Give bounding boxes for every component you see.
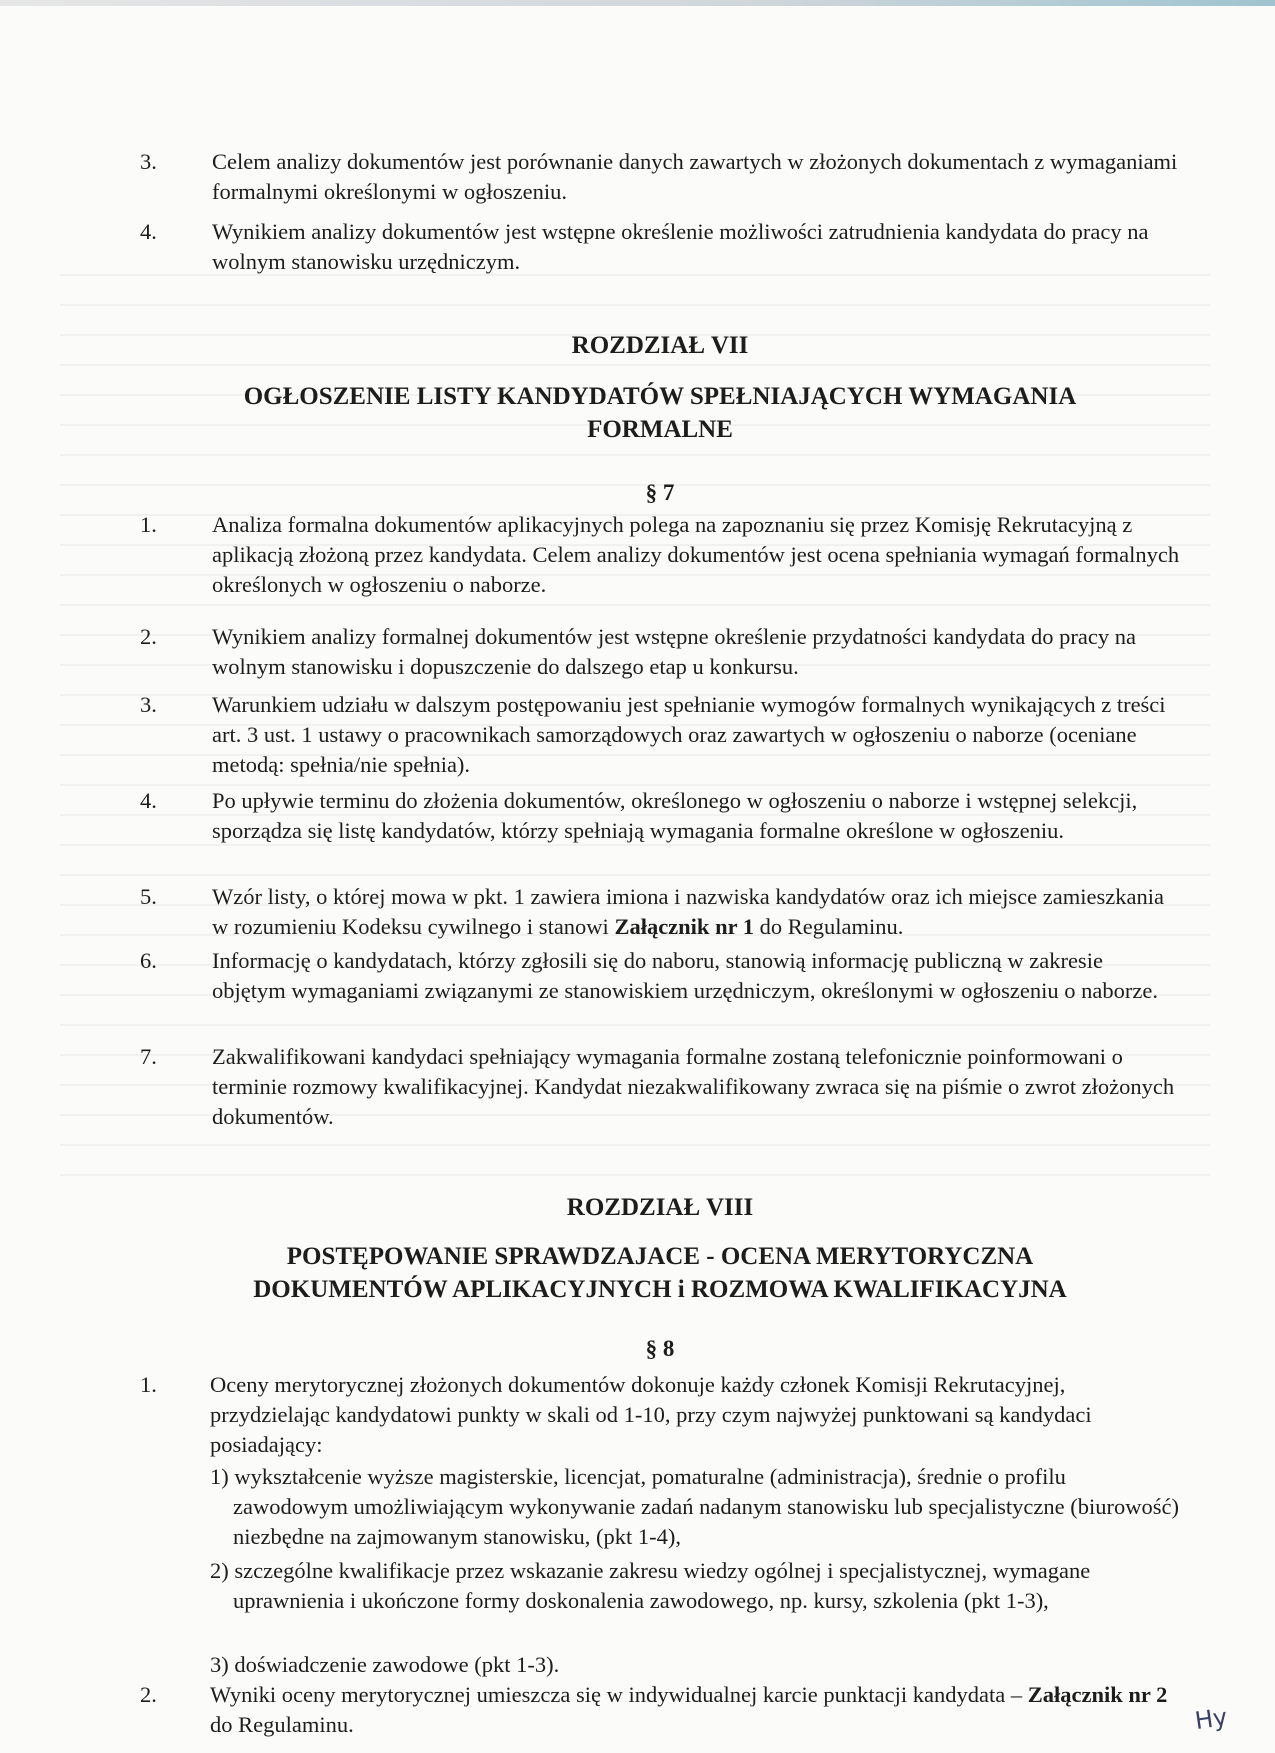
item-number: 6. <box>140 948 157 973</box>
list-item <box>140 147 1180 207</box>
item-number: 5. <box>140 884 157 909</box>
item-number: 1. <box>140 512 157 537</box>
sub-item: 2) szczególne kwalifikacje przez wskazanie zakresu wiedzy ogólnej i specjalistycznej, wymagane uprawnienia i ukończone formy doskonalenia zawodowego, np. kursy, szkolenia (pkt 1-3), <box>210 1558 1091 1613</box>
item-number: 3. <box>140 149 157 174</box>
item-text: Po upływie terminu do złożenia dokumentów, określonego w ogłoszeniu o naborze i wstępnej selekcji, sporządza się listę kandydatów, którzy spełniają wymagania formalne określone w ogłoszeniu. <box>212 788 1138 843</box>
list-item <box>140 1680 1180 1740</box>
list-item <box>140 786 1180 846</box>
scan-edge <box>0 0 1275 6</box>
list-item <box>140 690 1180 780</box>
item-text: Wzór listy, o której mowa w pkt. 1 zawiera imiona i nazwiska kandydatów oraz ich miejsce zamieszkania w rozumieniu Kodeksu cywilnego i stanowi Załącznik nr 1 do Regulaminu. <box>212 884 1164 939</box>
item-number: 3. <box>140 692 157 717</box>
item-number: 1. <box>140 1372 157 1397</box>
item-text: Warunkiem udziału w dalszym postępowaniu jest spełnianie wymogów formalnych wynikających z treści art. 3 ust. 1 ustawy o pracownikach samorządowych oraz zawartych w ogłoszeniu o naborze (oceniane metodą: spełnia/nie spełnia). <box>212 692 1166 777</box>
list-item <box>140 622 1180 682</box>
sub-item: 3) doświadczenie zawodowe (pkt 1-3). <box>210 1652 560 1677</box>
item-text: Celem analizy dokumentów jest porównanie danych zawartych w złożonych dokumentach z wymaganiami formalnymi określonymi w ogłoszeniu. <box>212 149 1178 204</box>
attachment-ref: Załącznik nr 2 <box>1027 1682 1168 1707</box>
list-item <box>140 1042 1180 1132</box>
handwritten-initials: Hy <box>1193 1702 1230 1736</box>
item-number: 7. <box>140 1044 157 1069</box>
item-text: Analiza formalna dokumentów aplikacyjnych polega na zapoznaniu się przez Komisję Rekrutacyjną z aplikacją złożoną przez kandydata. Celem analizy dokumentów jest ocena spełniania wymagań formalnych określonych w ogłoszeniu o naborze. <box>212 512 1180 597</box>
item-number: 2. <box>140 624 157 649</box>
item-text: Oceny merytorycznej złożonych dokumentów dokonuje każdy członek Komisji Rekrutacyjnej, przydzielając kandydatowi punkty w skali od 1-10, przy czym najwyżej punktowani są kandydaci posiadający: <box>210 1372 1092 1457</box>
item-text: Wyniki oceny merytorycznej umieszcza się w indywidualnej karcie punktacji kandydata – Załącznik nr 2 do Regulaminu. <box>210 1682 1168 1737</box>
item-text: Wynikiem analizy formalnej dokumentów jest wstępne określenie przydatności kandydata do pracy na wolnym stanowisku i dopuszczenie do dalszego etap u konkursu. <box>212 624 1136 679</box>
chapter-7-title: ROZDZIAŁ VII <box>571 332 749 359</box>
item-number: 4. <box>140 788 157 813</box>
chapter-7-subtitle: OGŁOSZENIE LISTY KANDYDATÓW SPEŁNIAJĄCYCH WYMAGANIA FORMALNE <box>243 383 1077 443</box>
paragraph-8: § 8 <box>645 1336 675 1361</box>
item-text: Informację o kandydatach, którzy zgłosili się do naboru, stanowią informację publiczną w zakresie objętym wymaganiami związanymi ze stanowiskiem urzędniczym, określonymi w ogłoszeniu o naborze. <box>212 948 1158 1003</box>
chapter-8-subtitle-line2: DOKUMENTÓW APLIKACYJNYCH i ROZMOWA KWALIFIKACYJNA <box>253 1276 1067 1303</box>
list-item <box>140 882 1180 942</box>
list-item <box>140 217 1180 277</box>
chapter-8-subtitle-line1: POSTĘPOWANIE SPRAWDZAJACE - OCENA MERYTORYCZNA <box>286 1243 1034 1270</box>
attachment-ref: Załącznik nr 1 <box>614 914 755 939</box>
list-item <box>140 510 1180 600</box>
chapter-8-title: ROZDZIAŁ VIII <box>566 1194 754 1221</box>
item-number: 2. <box>140 1682 157 1707</box>
list-item <box>140 1370 1180 1460</box>
paragraph-7: § 7 <box>645 480 675 505</box>
item-text: Wynikiem analizy dokumentów jest wstępne określenie możliwości zatrudnienia kandydata do pracy na wolnym stanowisku urzędniczym. <box>212 219 1149 274</box>
item-number: 4. <box>140 219 157 244</box>
list-item <box>140 946 1180 1006</box>
sub-item: 1) wykształcenie wyższe magisterskie, licencjat, pomaturalne (administracja), średnie o profilu zawodowym umożliwiającym wykonywanie zadań nadanym stanowisku lub specjalistyczne (biurowość) niezbędne na zajmowanym stanowisku, (pkt 1-4), <box>210 1464 1179 1549</box>
item-text: Zakwalifikowani kandydaci spełniający wymagania formalne zostaną telefonicznie poinformowani o terminie rozmowy kwalifikacyjnej. Kandydat niezakwalifikowany zwraca się na piśmie o zwrot złożonych dokumentów. <box>212 1044 1175 1129</box>
